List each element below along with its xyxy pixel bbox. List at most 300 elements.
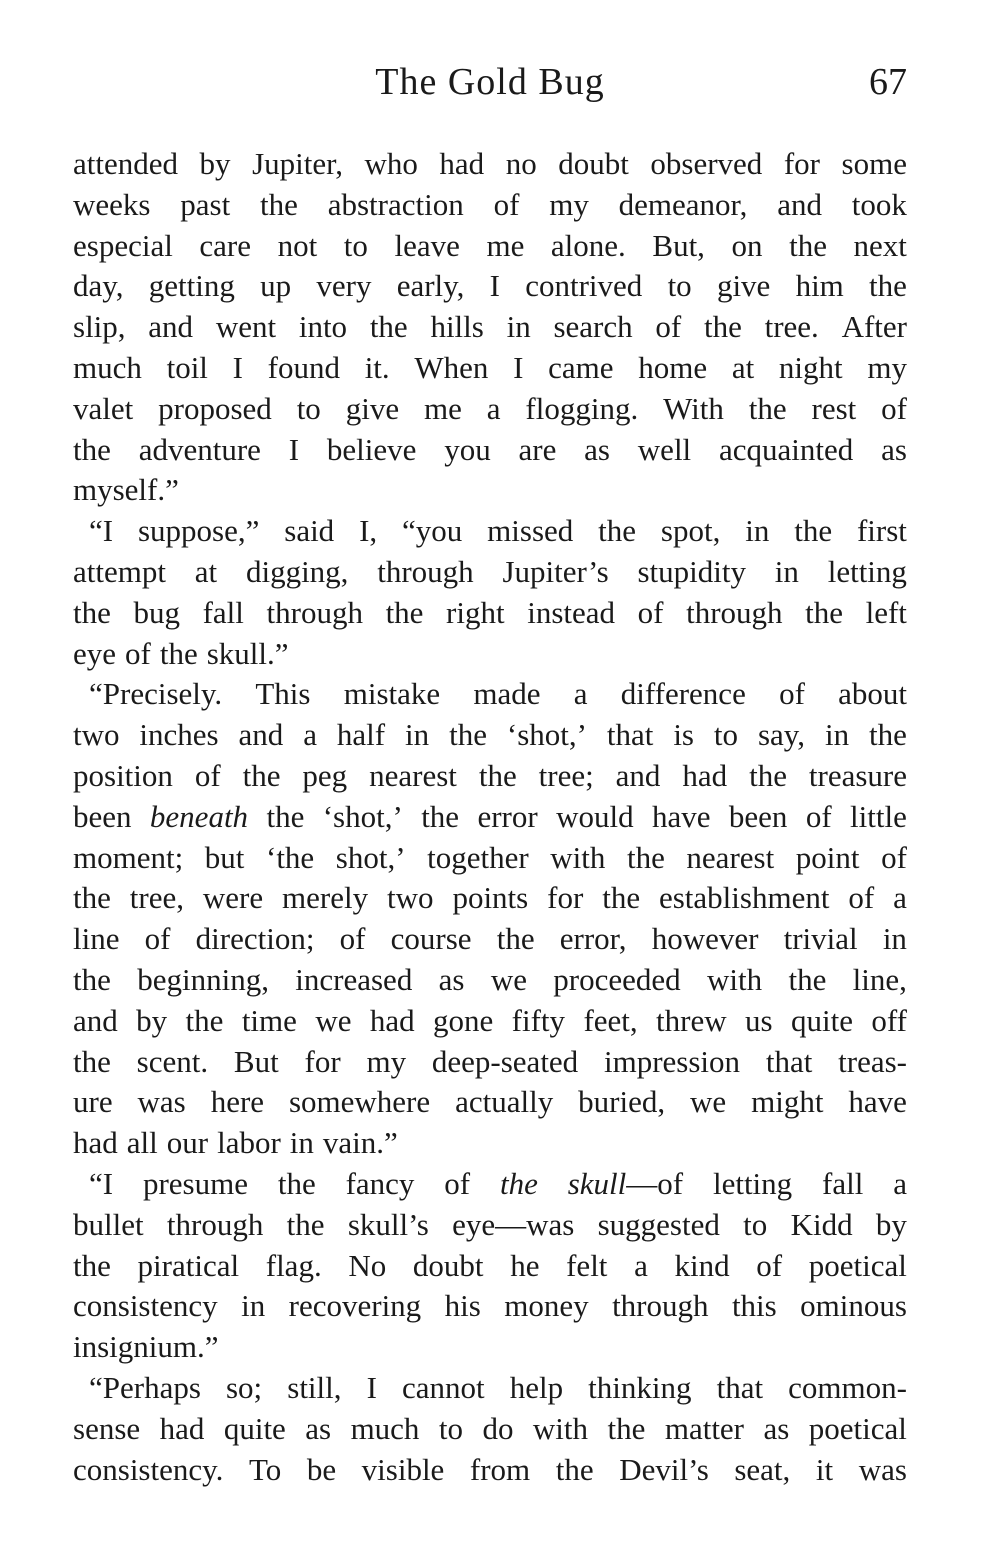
- word: help: [509, 1369, 564, 1405]
- word: into: [298, 309, 348, 345]
- word: feet,: [583, 1002, 638, 1038]
- word: This: [255, 676, 311, 712]
- word: to: [713, 717, 739, 753]
- word: I: [366, 1369, 377, 1405]
- word: no: [505, 146, 537, 181]
- word: in: [882, 921, 907, 957]
- word: suppose,”: [137, 513, 260, 549]
- word: said: [284, 513, 335, 549]
- word: and: [73, 1002, 118, 1038]
- text-line: [73, 226, 907, 267]
- word: stupidity: [637, 553, 746, 589]
- word: treas-: [838, 1043, 907, 1079]
- word: beginning,: [137, 961, 269, 997]
- word: here: [210, 1084, 265, 1120]
- word: for: [783, 146, 820, 181]
- word: in: [774, 553, 799, 589]
- word: piratical: [137, 1247, 240, 1283]
- word: is: [673, 717, 694, 753]
- word: however: [651, 921, 759, 957]
- word: trivial: [783, 921, 858, 957]
- word: on: [731, 227, 763, 263]
- text-line: [73, 430, 907, 471]
- word: his: [444, 1288, 481, 1324]
- word: But,: [652, 227, 705, 263]
- text-line: [73, 797, 907, 838]
- word: that: [765, 1043, 813, 1079]
- word: are: [518, 431, 557, 467]
- word: the: [703, 309, 742, 345]
- word: position: [73, 757, 173, 793]
- word: Devil’s: [619, 1451, 709, 1487]
- word: be: [306, 1451, 337, 1487]
- word: I: [489, 268, 500, 304]
- word: and: [238, 717, 284, 753]
- word: first: [856, 513, 907, 549]
- word: the: [478, 757, 517, 793]
- word: “Precisely.: [89, 676, 223, 712]
- word: the: [749, 757, 787, 793]
- word: threw: [656, 1002, 727, 1038]
- word: letting: [712, 1165, 793, 1201]
- text-line: [73, 715, 907, 756]
- word: of: [848, 880, 875, 916]
- word: by: [199, 146, 231, 181]
- word: skull’s: [347, 1206, 429, 1242]
- word: recovering: [288, 1288, 422, 1324]
- word: instead: [527, 594, 616, 630]
- word: in: [824, 717, 850, 753]
- word: the: [794, 513, 833, 549]
- word: of: [779, 676, 805, 712]
- word: of: [756, 1247, 783, 1283]
- word: believe: [326, 431, 417, 467]
- word: felt: [566, 1247, 608, 1283]
- word: fancy: [345, 1165, 415, 1201]
- word: error: [477, 798, 538, 834]
- word: we: [690, 1084, 727, 1120]
- word: me: [486, 227, 525, 263]
- running-head: [73, 60, 907, 110]
- text-line: [73, 1164, 907, 1205]
- word: getting: [148, 268, 235, 304]
- word: slip,: [73, 309, 126, 345]
- word: the: [385, 594, 424, 630]
- word: the: [159, 635, 198, 671]
- word: I: [288, 431, 300, 467]
- word: from: [469, 1451, 531, 1487]
- word: the: [499, 1165, 538, 1201]
- word: through: [266, 594, 363, 630]
- word: took: [851, 186, 907, 222]
- word: merely: [282, 880, 369, 916]
- word: myself.”: [73, 472, 179, 508]
- word: some: [841, 146, 907, 181]
- word: tree.: [764, 309, 819, 345]
- word: you: [444, 431, 491, 467]
- word: suggested: [597, 1206, 720, 1242]
- word: sense: [73, 1410, 141, 1446]
- word: to: [438, 1410, 464, 1446]
- word: hills: [430, 309, 484, 345]
- word: ‘shot,’: [506, 717, 587, 753]
- word: course: [390, 921, 472, 957]
- word: it: [815, 1451, 834, 1487]
- word: eye: [73, 635, 117, 671]
- word: of: [339, 921, 366, 957]
- word: two: [387, 880, 434, 916]
- text-line: [73, 960, 907, 1001]
- word: adventure: [138, 431, 261, 467]
- word: much: [350, 1410, 420, 1446]
- word: To: [248, 1451, 282, 1487]
- word: the: [260, 186, 298, 222]
- word: the: [73, 1043, 111, 1079]
- word: give: [345, 390, 400, 426]
- word: through: [377, 553, 474, 589]
- word: treasure: [808, 757, 907, 793]
- word: two: [73, 717, 120, 753]
- text-line: [73, 1246, 907, 1287]
- word: spot,: [660, 513, 721, 549]
- text-line: [73, 511, 907, 552]
- word: would: [556, 798, 634, 834]
- word: attempt: [73, 553, 166, 589]
- word: “I: [89, 1165, 114, 1201]
- word: inches: [139, 717, 219, 753]
- word: that: [606, 717, 654, 753]
- word: vain.”: [322, 1125, 398, 1161]
- word: the: [73, 1247, 111, 1283]
- word: eye—was: [452, 1206, 575, 1242]
- text-line: [73, 1082, 907, 1123]
- word: money: [504, 1288, 589, 1324]
- word: Kidd: [790, 1206, 853, 1242]
- text-line: [73, 878, 907, 919]
- word: a: [303, 717, 317, 753]
- text-line: [73, 919, 907, 960]
- word: right: [446, 594, 505, 630]
- word: the: [277, 1165, 316, 1201]
- word: as: [438, 961, 465, 997]
- word: through: [686, 594, 783, 630]
- word: past: [180, 186, 231, 222]
- word: half: [336, 717, 386, 753]
- word: left: [865, 594, 907, 630]
- word: came: [548, 349, 614, 385]
- word: in: [241, 1288, 266, 1324]
- word: mistake: [343, 676, 441, 712]
- word: “Perhaps: [89, 1369, 201, 1405]
- word: But: [233, 1043, 279, 1079]
- word: the: [421, 798, 460, 834]
- word: the: [598, 513, 637, 549]
- word: poetical: [808, 1410, 907, 1446]
- word: nearest: [369, 757, 457, 793]
- word: by: [136, 1002, 168, 1038]
- word: fall: [822, 1165, 864, 1201]
- text-line: [73, 1327, 907, 1368]
- word: day,: [73, 268, 124, 304]
- word: the: [449, 717, 487, 753]
- word: line: [73, 921, 120, 957]
- word: ominous: [800, 1288, 907, 1324]
- word: our: [166, 1125, 209, 1161]
- word: contrived: [525, 268, 643, 304]
- word: next: [853, 227, 907, 263]
- word: so;: [225, 1369, 263, 1405]
- word: with: [707, 961, 763, 997]
- word: the: [626, 839, 665, 875]
- text-line: [73, 1450, 907, 1491]
- running-title: The Gold Bug: [375, 61, 605, 103]
- word: were: [202, 880, 264, 916]
- word: flogging.: [525, 390, 639, 426]
- word: for: [304, 1043, 341, 1079]
- text-line: [73, 307, 907, 348]
- word: a: [573, 676, 588, 712]
- word: nearest: [686, 839, 775, 875]
- text-line: [73, 266, 907, 307]
- word: much: [73, 349, 142, 385]
- word: actually: [455, 1084, 554, 1120]
- word: with: [550, 839, 606, 875]
- word: as: [305, 1410, 332, 1446]
- word: demeanor,: [618, 186, 748, 222]
- word: skull—of: [567, 1165, 684, 1201]
- word: somewhere: [288, 1084, 431, 1120]
- word: as: [584, 431, 610, 467]
- word: insignium.”: [73, 1329, 219, 1365]
- word: fifty: [511, 1002, 566, 1038]
- word: been: [73, 798, 132, 834]
- word: difference: [620, 676, 746, 712]
- word: proceeded: [553, 961, 681, 997]
- word: at: [194, 553, 218, 589]
- word: my: [549, 186, 589, 222]
- word: was: [137, 1084, 186, 1120]
- word: kind: [674, 1247, 730, 1283]
- word: by: [875, 1206, 907, 1242]
- word: ‘the: [266, 839, 315, 875]
- word: through: [166, 1206, 264, 1242]
- word: moment;: [73, 839, 184, 875]
- word: increased: [295, 961, 413, 997]
- word: bug: [133, 594, 180, 630]
- word: up: [260, 268, 292, 304]
- word: found: [267, 349, 340, 385]
- word: buried,: [578, 1084, 666, 1120]
- word: as: [881, 431, 907, 467]
- word: proposed: [158, 390, 272, 426]
- word: the: [73, 594, 111, 630]
- word: error,: [559, 921, 627, 957]
- word: still,: [287, 1369, 342, 1405]
- word: matter: [664, 1410, 745, 1446]
- word: ‘shot,’: [322, 798, 403, 834]
- word: of: [125, 635, 151, 671]
- word: for: [547, 880, 584, 916]
- text-line: [73, 1042, 907, 1083]
- word: and: [777, 186, 822, 222]
- word: I,: [359, 513, 378, 549]
- word: toil: [166, 349, 208, 385]
- word: visible: [361, 1451, 445, 1487]
- word: the: [555, 1451, 594, 1487]
- word: shot,’: [335, 839, 406, 875]
- word: “you: [402, 513, 463, 549]
- word: well: [637, 431, 692, 467]
- text-line: [73, 144, 907, 185]
- word: of: [637, 594, 664, 630]
- word: home: [638, 349, 708, 385]
- word: direction;: [195, 921, 315, 957]
- word: fall: [202, 594, 244, 630]
- word: that: [716, 1369, 764, 1405]
- word: abstraction: [327, 186, 464, 222]
- word: letting: [827, 553, 907, 589]
- word: the: [73, 431, 111, 467]
- word: search: [553, 309, 633, 345]
- word: us: [745, 1002, 773, 1038]
- word: I: [513, 349, 524, 385]
- word: presume: [142, 1165, 248, 1201]
- text-line: [73, 634, 907, 675]
- word: had: [73, 1125, 118, 1161]
- word: care: [199, 227, 252, 263]
- word: poetical: [808, 1247, 907, 1283]
- word: rest: [811, 390, 857, 426]
- text-line: [73, 185, 907, 226]
- word: the: [869, 268, 907, 304]
- word: with: [532, 1410, 589, 1446]
- word: line,: [852, 961, 907, 997]
- word: of: [493, 186, 520, 222]
- word: the: [869, 717, 907, 753]
- word: of: [144, 921, 171, 957]
- word: night: [778, 349, 843, 385]
- word: When: [414, 349, 489, 385]
- word: scent.: [136, 1043, 209, 1079]
- word: this: [731, 1288, 777, 1324]
- word: made: [473, 676, 541, 712]
- word: have: [651, 798, 711, 834]
- word: a: [893, 1165, 907, 1201]
- word: tree;: [538, 757, 594, 793]
- word: the: [607, 1410, 646, 1446]
- word: to: [296, 390, 321, 426]
- word: had: [159, 1410, 205, 1446]
- word: had: [682, 757, 728, 793]
- word: together: [427, 839, 529, 875]
- word: point: [795, 839, 860, 875]
- text-line: [73, 674, 907, 715]
- word: have: [848, 1084, 907, 1120]
- word: but: [204, 839, 245, 875]
- word: labor: [217, 1125, 281, 1161]
- word: my: [867, 349, 907, 385]
- word: of: [881, 390, 907, 426]
- word: I: [232, 349, 243, 385]
- word: and: [615, 757, 661, 793]
- word: beneath: [149, 798, 249, 834]
- text-line: [73, 1286, 907, 1327]
- word: of: [655, 309, 682, 345]
- word: me: [423, 390, 462, 426]
- word: little: [850, 798, 907, 834]
- text-line: [73, 593, 907, 634]
- word: went: [215, 309, 277, 345]
- word: leave: [394, 227, 460, 263]
- word: we: [315, 1002, 352, 1038]
- word: to: [667, 268, 692, 304]
- word: flag.: [265, 1247, 322, 1283]
- word: impression: [603, 1043, 741, 1079]
- word: he: [510, 1247, 540, 1283]
- word: establishment: [658, 880, 830, 916]
- word: doubt: [558, 146, 629, 181]
- word: in: [506, 309, 531, 345]
- word: of: [881, 839, 907, 875]
- word: of: [444, 1165, 471, 1201]
- word: very: [316, 268, 372, 304]
- word: in: [745, 513, 770, 549]
- word: not: [277, 227, 318, 263]
- word: attended: [73, 146, 179, 181]
- word: off: [871, 1002, 907, 1038]
- word: and: [148, 309, 194, 345]
- word: After: [841, 309, 907, 345]
- word: Jupiter,: [252, 146, 343, 181]
- word: consistency.: [73, 1451, 224, 1487]
- word: doubt: [412, 1247, 484, 1283]
- word: With: [663, 390, 724, 426]
- word: No: [348, 1247, 387, 1283]
- word: the: [602, 880, 641, 916]
- word: it.: [364, 349, 390, 385]
- word: had: [369, 1002, 415, 1038]
- word: been: [728, 798, 788, 834]
- word: had: [439, 146, 485, 181]
- word: might: [751, 1084, 824, 1120]
- word: give: [716, 268, 771, 304]
- word: time: [241, 1002, 297, 1038]
- word: say,: [757, 717, 806, 753]
- word: the: [369, 309, 408, 345]
- word: quite: [791, 1002, 853, 1038]
- word: the: [496, 921, 535, 957]
- text-line: [73, 348, 907, 389]
- word: bullet: [73, 1206, 144, 1242]
- word: consistency: [73, 1288, 218, 1324]
- word: to: [743, 1206, 768, 1242]
- text-line: [73, 1123, 907, 1164]
- word: to: [343, 227, 368, 263]
- word: missed: [487, 513, 574, 549]
- word: the: [286, 1206, 325, 1242]
- word: quite: [223, 1410, 286, 1446]
- word: early,: [396, 268, 465, 304]
- word: at: [731, 349, 755, 385]
- word: thinking: [588, 1369, 692, 1405]
- word: through: [612, 1288, 709, 1324]
- word: was: [858, 1451, 907, 1487]
- word: him: [795, 268, 844, 304]
- word: the: [266, 798, 305, 834]
- text-line: [73, 1368, 907, 1409]
- word: common-: [788, 1369, 907, 1405]
- word: points: [452, 880, 529, 916]
